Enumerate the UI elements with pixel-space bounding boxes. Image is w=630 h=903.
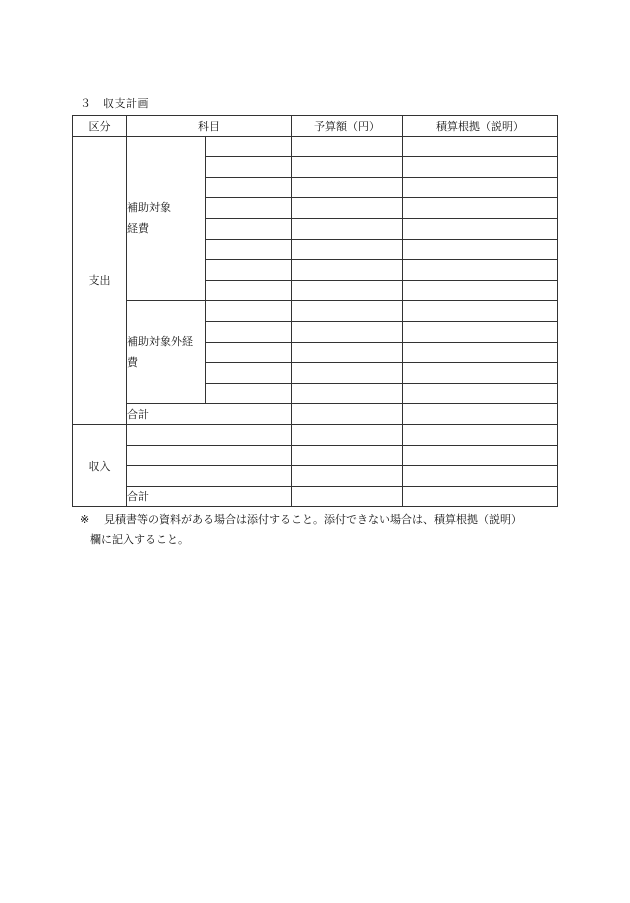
expense-total-label: 合計 bbox=[127, 404, 292, 425]
eligible-expense-label-1: 補助対象 bbox=[127, 201, 171, 215]
amount-cell[interactable] bbox=[292, 157, 403, 178]
basis-cell[interactable] bbox=[403, 260, 558, 281]
budget-table bbox=[72, 115, 558, 507]
amount-cell[interactable] bbox=[292, 239, 403, 260]
ineligible-expense-label-2: 費 bbox=[127, 356, 138, 370]
amount-cell[interactable] bbox=[292, 445, 403, 466]
amount-cell[interactable] bbox=[292, 383, 403, 404]
item-cell[interactable] bbox=[206, 157, 292, 178]
table-row bbox=[73, 136, 558, 157]
basis-cell[interactable] bbox=[403, 280, 558, 301]
basis-cell[interactable] bbox=[403, 177, 558, 198]
income-item-cell[interactable] bbox=[127, 424, 292, 445]
header-konkyo: 積算根拠（説明） bbox=[403, 116, 558, 137]
amount-cell[interactable] bbox=[292, 280, 403, 301]
amount-cell[interactable] bbox=[292, 136, 403, 157]
item-cell[interactable] bbox=[206, 321, 292, 342]
section-heading: ３ 収支計画 bbox=[80, 97, 149, 110]
expense-category-cell bbox=[73, 136, 127, 424]
header-kamoku: 科目 bbox=[127, 116, 292, 137]
table-row bbox=[73, 301, 558, 322]
basis-cell[interactable] bbox=[403, 218, 558, 239]
amount-cell[interactable] bbox=[292, 321, 403, 342]
header-kubun: 区分 bbox=[73, 116, 127, 137]
expense-total-row bbox=[73, 404, 558, 425]
item-cell[interactable] bbox=[206, 218, 292, 239]
ineligible-expense-label-1: 補助対象外経 bbox=[127, 335, 193, 349]
amount-cell[interactable] bbox=[292, 260, 403, 281]
item-cell[interactable] bbox=[206, 239, 292, 260]
basis-cell[interactable] bbox=[403, 383, 558, 404]
amount-cell[interactable] bbox=[292, 363, 403, 384]
item-cell[interactable] bbox=[206, 301, 292, 322]
amount-cell[interactable] bbox=[292, 198, 403, 219]
footnote-line-2: 欄に記入すること。 bbox=[90, 533, 189, 546]
amount-cell[interactable] bbox=[292, 218, 403, 239]
reference-mark: ※ bbox=[80, 513, 90, 526]
income-item-cell[interactable] bbox=[127, 445, 292, 466]
table-header-row bbox=[73, 116, 558, 137]
basis-cell[interactable] bbox=[403, 301, 558, 322]
footnote-line-1: 見積書等の資料がある場合は添付すること。添付できない場合は、積算根拠（説明） bbox=[104, 513, 522, 526]
eligible-expense-label-2: 経費 bbox=[127, 222, 149, 236]
basis-cell[interactable] bbox=[403, 136, 558, 157]
item-cell[interactable] bbox=[206, 342, 292, 363]
basis-cell[interactable] bbox=[403, 321, 558, 342]
expense-total-basis-cell[interactable] bbox=[403, 404, 558, 425]
income-category-cell bbox=[73, 424, 127, 506]
amount-cell[interactable] bbox=[292, 177, 403, 198]
amount-cell[interactable] bbox=[292, 342, 403, 363]
amount-cell[interactable] bbox=[292, 466, 403, 487]
income-item-cell[interactable] bbox=[127, 466, 292, 487]
expense-label: 支出 bbox=[88, 274, 111, 288]
eligible-expense-cell bbox=[127, 136, 206, 301]
table-row bbox=[73, 424, 558, 445]
item-cell[interactable] bbox=[206, 363, 292, 384]
item-cell[interactable] bbox=[206, 177, 292, 198]
basis-cell[interactable] bbox=[403, 363, 558, 384]
table-row bbox=[73, 445, 558, 466]
footnote bbox=[80, 510, 560, 550]
income-total-label: 合計 bbox=[127, 486, 292, 507]
table-row bbox=[73, 466, 558, 487]
item-cell[interactable] bbox=[206, 383, 292, 404]
income-total-amount-cell[interactable] bbox=[292, 486, 403, 507]
income-label: 収入 bbox=[88, 459, 111, 473]
item-cell[interactable] bbox=[206, 198, 292, 219]
item-cell[interactable] bbox=[206, 260, 292, 281]
expense-total-amount-cell[interactable] bbox=[292, 404, 403, 425]
basis-cell[interactable] bbox=[403, 239, 558, 260]
basis-cell[interactable] bbox=[403, 342, 558, 363]
income-total-basis-cell[interactable] bbox=[403, 486, 558, 507]
amount-cell[interactable] bbox=[292, 301, 403, 322]
header-yosan: 予算額（円） bbox=[292, 116, 403, 137]
income-total-row bbox=[73, 486, 558, 507]
basis-cell[interactable] bbox=[403, 198, 558, 219]
amount-cell[interactable] bbox=[292, 424, 403, 445]
basis-cell[interactable] bbox=[403, 424, 558, 445]
basis-cell[interactable] bbox=[403, 445, 558, 466]
basis-cell[interactable] bbox=[403, 466, 558, 487]
item-cell[interactable] bbox=[206, 280, 292, 301]
basis-cell[interactable] bbox=[403, 157, 558, 178]
item-cell[interactable] bbox=[206, 136, 292, 157]
ineligible-expense-cell bbox=[127, 301, 206, 404]
